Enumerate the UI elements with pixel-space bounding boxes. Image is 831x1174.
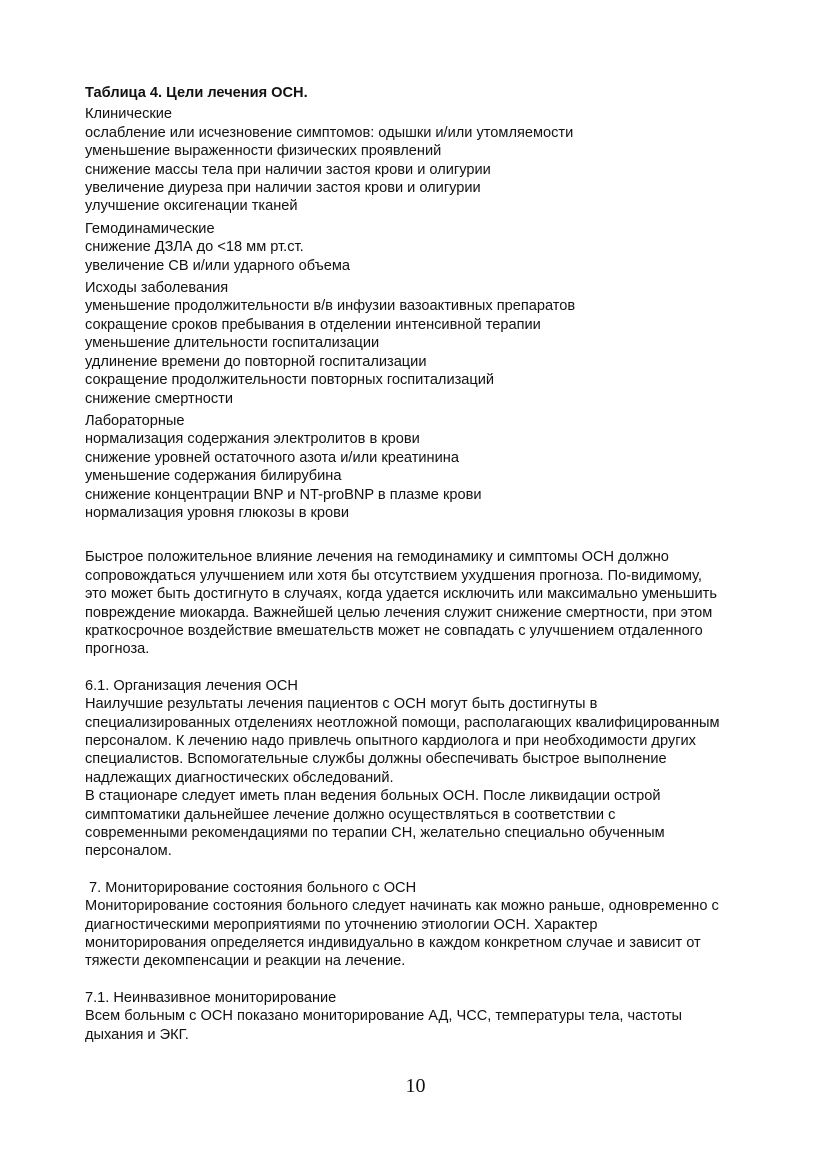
group-item: сокращение сроков пребывания в отделении интенсивной терапии	[85, 316, 541, 333]
group-item: снижение смертности	[85, 390, 234, 407]
group-heading: Клинические	[85, 106, 173, 123]
group-item: уменьшение длительности госпитализации	[85, 335, 380, 352]
group-item: уменьшение выраженности физических проявлений	[85, 143, 442, 160]
text-line: симптоматики дальнейшее лечение должно осуществляться в соответствии с	[85, 806, 616, 823]
text-line: прогноза.	[85, 641, 150, 658]
table-group	[85, 412, 785, 522]
group-item: снижение уровней остаточного азота и/или креатинина	[85, 449, 459, 466]
table-group	[85, 279, 785, 408]
section-7	[85, 879, 785, 971]
table-group	[85, 220, 785, 275]
group-item: снижение концентрации BNP и NT-proBNP в плазме крови	[85, 486, 482, 503]
page-number: 10	[405, 1075, 426, 1097]
text-line: Всем больным с ОСН показано мониторирование АД, ЧСС, температуры тела, частоты	[85, 1008, 683, 1025]
text-line: сопровождаться улучшением или хотя бы отсутствием ухудшения прогноза. По-видимому,	[85, 567, 702, 584]
text-line: специализированных отделениях неотложной помощи, располагающих квалифицированным	[85, 714, 720, 731]
group-item: уменьшение продолжительности в/в инфузии вазоактивных препаратов	[85, 298, 576, 315]
text-line: персоналом. К лечению надо привлечь опытного кардиолога и при необходимости других	[85, 733, 696, 749]
group-item: сокращение продолжительности повторных госпитализаций	[85, 372, 495, 389]
document-page	[85, 84, 785, 1044]
group-heading: Лабораторные	[85, 412, 185, 429]
group-item: нормализация уровня глюкозы в крови	[85, 504, 350, 521]
group-item: снижение ДЗЛА до <18 мм рт.ст.	[85, 239, 304, 256]
group-item: увеличение СВ и/или ударного объема	[85, 257, 350, 274]
text-line: это может быть достигнуто в случаях, когда удается исключить или максимально уменьшить	[85, 586, 717, 603]
group-item: нормализация содержания электролитов в крови	[85, 431, 420, 448]
group-item: ослабление или исчезновение симптомов: одышки и/или утомляемости	[85, 124, 574, 141]
section-6-1	[85, 677, 785, 861]
table-groups	[85, 105, 785, 522]
text-line: тяжести декомпенсации и реакции на лечение.	[85, 953, 406, 970]
text-line: диагностическими мероприятиями по уточнению этиологии ОСН. Характер	[85, 916, 598, 933]
text-line: мониторирования определяется индивидуально в каждом конкретном случае и зависит от	[85, 935, 701, 952]
group-item: улучшение оксигенации тканей	[85, 198, 298, 215]
section-7-1	[85, 989, 785, 1044]
section-heading: 7. Мониторирование состояния больного с ОСН	[85, 879, 417, 896]
text-line: надлежащих диагностических обследований.	[85, 769, 394, 786]
table-title: Таблица 4. Цели лечения ОСН.	[85, 85, 308, 101]
text-line: Наилучшие результаты лечения пациентов с ОСН могут быть достигнуты в	[85, 696, 598, 713]
text-line: современными рекомендациями по терапии СН, желательно специально обученным	[85, 825, 665, 842]
paragraph-prognosis	[85, 548, 785, 658]
group-heading: Исходы заболевания	[85, 280, 229, 297]
group-item: увеличение диуреза при наличии застоя крови и олигурии	[85, 180, 481, 197]
text-line: Мониторирование состояния больного следует начинать как можно раньше, одновременно с	[85, 898, 719, 915]
text-line: персоналом.	[85, 843, 172, 860]
text-line: краткосрочное воздействие вмешательств может не совпадать с улучшением отдаленного	[85, 622, 703, 639]
text-line: повреждение миокарда. Важнейшей целью лечения служит снижение смертности, при этом	[85, 604, 713, 621]
text-line: дыхания и ЭКГ.	[85, 1026, 189, 1043]
group-heading: Гемодинамические	[85, 220, 215, 237]
group-item: снижение массы тела при наличии застоя крови и олигурии	[85, 161, 491, 178]
text-line: В стационаре следует иметь план ведения больных ОСН. После ликвидации острой	[85, 788, 661, 805]
group-item: уменьшение содержания билирубина	[85, 468, 342, 485]
section-heading: 6.1. Организация лечения ОСН	[85, 677, 298, 694]
table-group	[85, 105, 785, 215]
group-item: удлинение времени до повторной госпитализации	[85, 353, 427, 370]
text-line: Быстрое положительное влияние лечения на гемодинамику и симптомы ОСН должно	[85, 549, 669, 566]
text-line: специалистов. Вспомогательные службы должны обеспечивать быстрое выполнение	[85, 751, 667, 768]
section-heading: 7.1. Неинвазивное мониторирование	[85, 989, 337, 1006]
